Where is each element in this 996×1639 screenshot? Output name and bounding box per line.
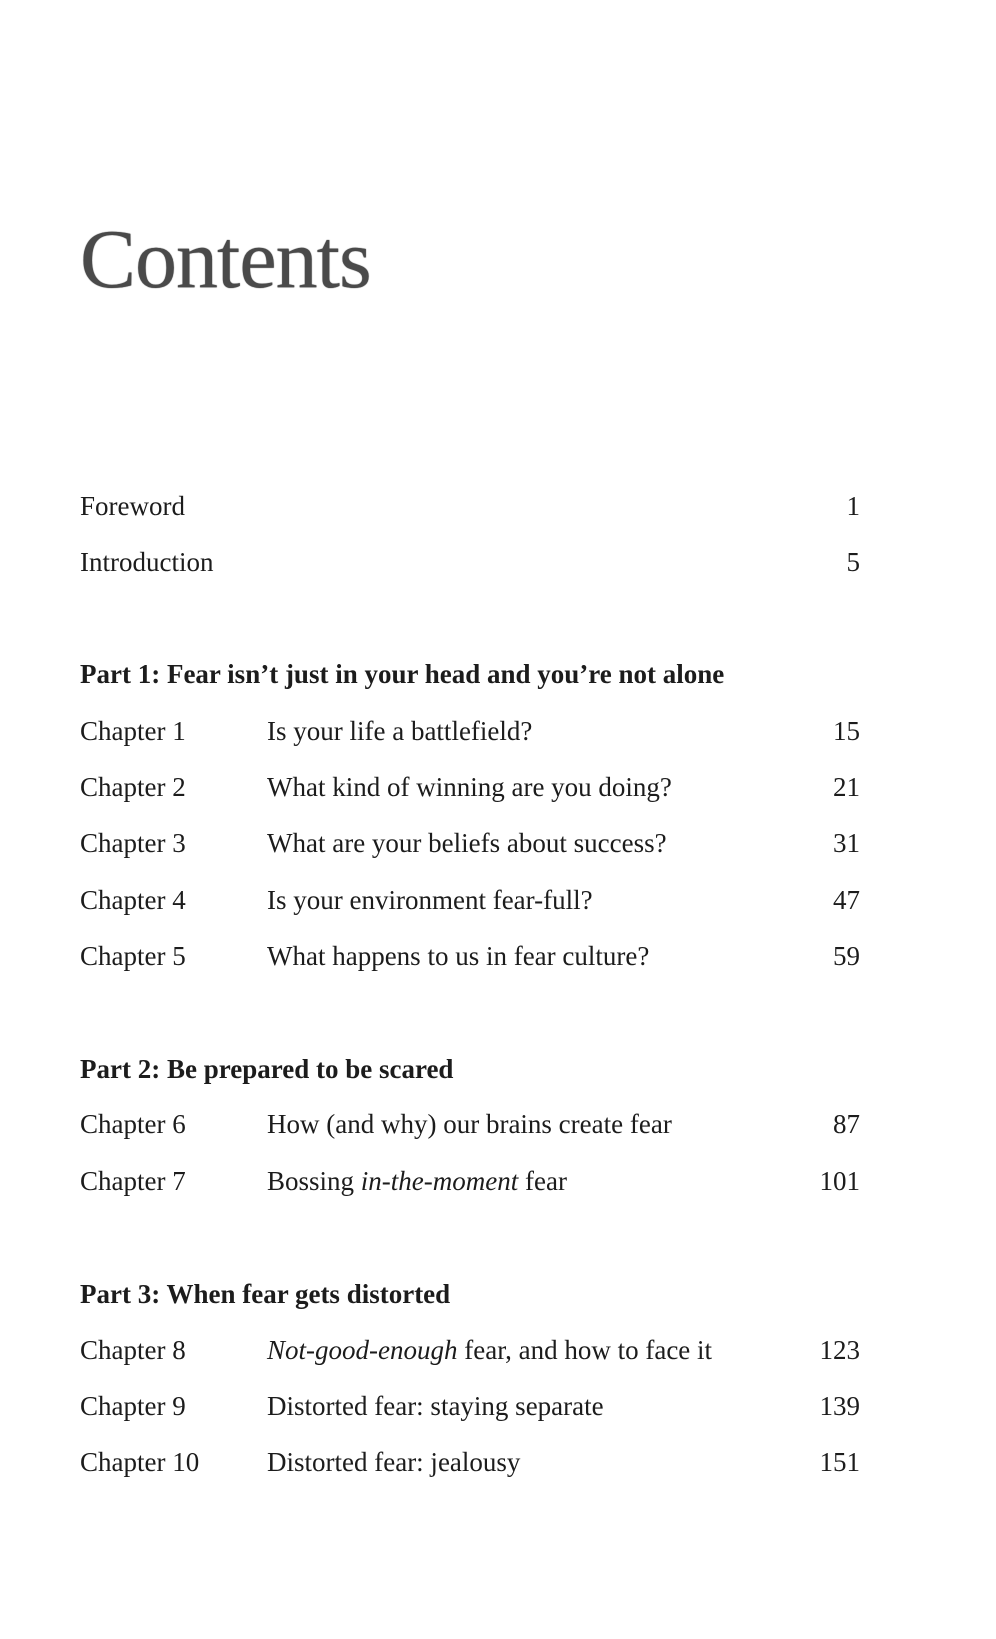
toc-entry-chapter-1[interactable] <box>80 711 860 751</box>
chapter-page: 59 <box>833 941 860 971</box>
toc-entry-chapter-8[interactable] <box>80 1330 860 1370</box>
chapter-number: Chapter 4 <box>80 885 186 915</box>
chapter-title <box>267 1330 712 1370</box>
chapter-title: Is your environment fear-full? <box>267 885 593 915</box>
chapter-page: 21 <box>833 772 860 802</box>
toc-entry-chapter-2[interactable] <box>80 767 860 807</box>
chapter-page: 87 <box>833 1109 860 1139</box>
toc-entry-foreword[interactable] <box>80 486 860 526</box>
chapter-number: Chapter 3 <box>80 828 186 858</box>
toc-entry-chapter-10[interactable] <box>80 1442 860 1482</box>
toc-entry-chapter-6[interactable] <box>80 1104 860 1144</box>
chapter-page: 31 <box>833 828 860 858</box>
entry-page: 1 <box>846 491 860 521</box>
chapter-number: Chapter 9 <box>80 1391 186 1421</box>
chapter-number: Chapter 6 <box>80 1109 186 1139</box>
page-title: Contents <box>80 213 371 306</box>
toc-entry-chapter-9[interactable] <box>80 1386 860 1426</box>
toc-entry-chapter-5[interactable] <box>80 936 860 976</box>
chapter-number: Chapter 7 <box>80 1166 186 1196</box>
chapter-title-italic: in-the-moment <box>360 1166 519 1196</box>
chapter-title <box>267 1161 567 1201</box>
chapter-title-suffix: fear <box>518 1166 567 1196</box>
chapter-title: What are your beliefs about success? <box>267 828 667 858</box>
entry-title: Introduction <box>80 547 214 577</box>
chapter-title: How (and why) our brains create fear <box>267 1109 672 1139</box>
chapter-title: What kind of winning are you doing? <box>267 772 672 802</box>
chapter-number: Chapter 5 <box>80 941 186 971</box>
chapter-number: Chapter 1 <box>80 716 186 746</box>
chapter-title-prefix: Bossing <box>267 1166 361 1196</box>
chapter-number: Chapter 8 <box>80 1335 186 1365</box>
toc-entry-chapter-7[interactable] <box>80 1161 860 1201</box>
chapter-page: 15 <box>833 716 860 746</box>
chapter-title: Distorted fear: jealousy <box>267 1447 521 1477</box>
chapter-title: Is your life a battlefield? <box>267 716 533 746</box>
part-heading-2: Part 2: Be prepared to be scared <box>80 1054 454 1084</box>
part-heading-3: Part 3: When fear gets distorted <box>80 1279 451 1309</box>
toc-entry-chapter-3[interactable] <box>80 823 860 863</box>
chapter-title: Distorted fear: staying separate <box>267 1391 604 1421</box>
entry-title: Foreword <box>80 491 185 521</box>
chapter-page: 139 <box>819 1391 860 1421</box>
chapter-title-italic: Not-good-enough <box>267 1335 458 1365</box>
chapter-page: 101 <box>819 1166 860 1196</box>
part-heading-1: Part 1: Fear isn’t just in your head and you’re not alone <box>80 659 725 689</box>
toc-entry-chapter-4[interactable] <box>80 880 860 920</box>
toc-entry-introduction[interactable] <box>80 542 860 582</box>
chapter-page: 47 <box>833 885 860 915</box>
chapter-number: Chapter 10 <box>80 1447 200 1477</box>
chapter-number: Chapter 2 <box>80 772 186 802</box>
entry-page: 5 <box>846 547 860 577</box>
chapter-title-suffix: fear, and how to face it <box>457 1335 713 1365</box>
chapter-title: What happens to us in fear culture? <box>267 941 650 971</box>
chapter-page: 123 <box>819 1335 860 1365</box>
chapter-page: 151 <box>819 1447 860 1477</box>
